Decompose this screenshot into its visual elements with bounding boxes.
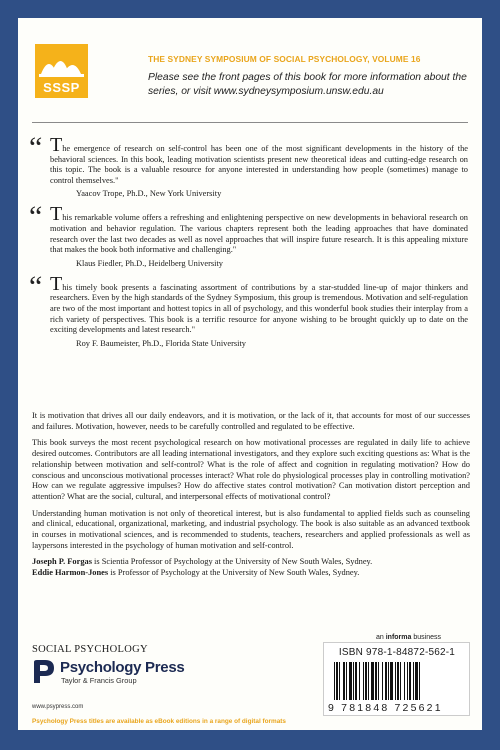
description-paragraph: Understanding human motivation is not only of theoretical interest, but is also fundamental to applied fields such as counseling and clinical, educational, organizational, marketing, and industrial psychology. The book is also suitable as an advanced textbook in courses in motivational sciences, and is recommended to students, teachers, researchers and applied professionals as well as laypersons interested in the psychology of human motivation and self-control. xyxy=(32,508,470,550)
author-name: Joseph P. Forgas xyxy=(32,557,92,567)
endorsement-quote xyxy=(29,269,468,336)
quote-mark-icon: “ xyxy=(29,269,43,303)
description-paragraph: It is motivation that drives all our daily endeavors, and it is motivation, or the lack of it, that accounts for most of our successes and failures. Motivation, however, needs to be carefully controlled and regulated to be effective. xyxy=(32,411,470,431)
informa-suffix: business xyxy=(411,634,441,641)
endorsements xyxy=(29,131,468,349)
quote-attribution: Yaacov Trope, Ph.D., New York University xyxy=(76,189,222,199)
back-cover-panel xyxy=(18,18,482,730)
informa-brand: informa xyxy=(385,634,412,641)
author-bio xyxy=(32,557,470,578)
informa-business xyxy=(376,634,441,641)
psychology-press-logo-icon xyxy=(32,659,56,684)
publisher-tagline: Taylor & Francis Group xyxy=(61,676,137,685)
subject-category: SOCIAL PSYCHOLOGY xyxy=(32,644,148,655)
quote-mark-icon: “ xyxy=(29,200,43,234)
description-paragraph: This book surveys the most recent psychological research on how motivational processes are regulated in daily life to achieve desired outcomes. Contributors are all leading international investigators, and they explore such exciting questions as: What is the relationship between motivation and self-control? What is the role of affect and cognition in regulating motivation? How do conscious and unconscious motivational processes interact? What role do physiological processes play in controlling motivation? How can we regulate aggressive impulses? How do affective states control motivation? Can motivation distort perception and attention? What are the social, cultural, and interpersonal effects of motivational control? xyxy=(32,438,470,501)
divider xyxy=(32,122,468,123)
quote-text: he emergence of research on self-control has been one of the most significant developments in the history of the behavioral sciences. In this book, leading motivation scientists present new theoretical ideas and cutting-edge research on this topic. The book is a valuable resource for anyone interested in understanding how people (sometimes) manage to control themselves." xyxy=(50,144,468,185)
isbn-barcode xyxy=(323,642,470,716)
endorsement-quote xyxy=(29,131,468,186)
author-name: Eddie Harmon-Jones xyxy=(32,568,109,578)
opera-house-icon xyxy=(35,44,88,84)
isbn-number: ISBN 978-1-84872-562-1 xyxy=(338,647,456,658)
author-affiliation: is Professor of Psychology at the University of New South Wales, Sydney. xyxy=(108,568,360,578)
book-description xyxy=(32,411,470,579)
quote-attribution: Roy F. Baumeister, Ph.D., Florida State University xyxy=(76,338,246,348)
drop-letter: T xyxy=(50,203,63,226)
author-affiliation: is Scientia Professor of Psychology at the University of New South Wales, Sydney. xyxy=(91,557,373,567)
drop-letter: T xyxy=(50,134,63,156)
publisher-name: Psychology Press xyxy=(60,659,185,676)
drop-letter: T xyxy=(50,272,63,295)
endorsement-quote xyxy=(29,200,468,255)
series-title: THE SYDNEY SYMPOSIUM OF SOCIAL PSYCHOLOGY, VOLUME 16 xyxy=(148,54,421,64)
header xyxy=(18,18,482,122)
quote-text: his timely book presents a fascinating assortment of contributions by a star-studded line-up of major thinkers and researchers. Even by the high standards of the Sydney Symposium, this group is tremendous. Motivation and self-regulation are two of the most important and hottest topics in all of psychology, and this wonderful book studies their interplay from a rich variety of perspectives. This book is a terrific resource for anyone wishing to be brought quickly up to date on the exciting developments and latest research." xyxy=(50,282,468,335)
barcode-icon xyxy=(330,662,465,700)
informa-prefix: an xyxy=(376,634,386,641)
quote-attribution: Klaus Fiedler, Ph.D., Heidelberg University xyxy=(76,258,223,268)
series-note: Please see the front pages of this book for more information about the series, or visit www.sydneysymposium.unsw.edu.au xyxy=(148,72,467,97)
quote-text: his remarkable volume offers a refreshing and enlightening perspective on new developments in behavioral research on motivation and behavior regulation. The various chapters represent both the leading approaches that have dominated research over the last two decades as well as novel approaches that will inspire future research. It is this appealing mixture that makes the book both informative and challenging." xyxy=(50,213,468,255)
publisher-website: www.psypress.com xyxy=(32,704,84,710)
sssp-logo xyxy=(35,44,88,98)
ebook-note: Psychology Press titles are available as eBook editions in a range of digital formats xyxy=(32,718,286,725)
barcode-digits: 9 781848 725621 xyxy=(328,702,443,714)
logo-text: SSSP xyxy=(43,80,80,95)
quote-mark-icon: “ xyxy=(29,131,43,164)
